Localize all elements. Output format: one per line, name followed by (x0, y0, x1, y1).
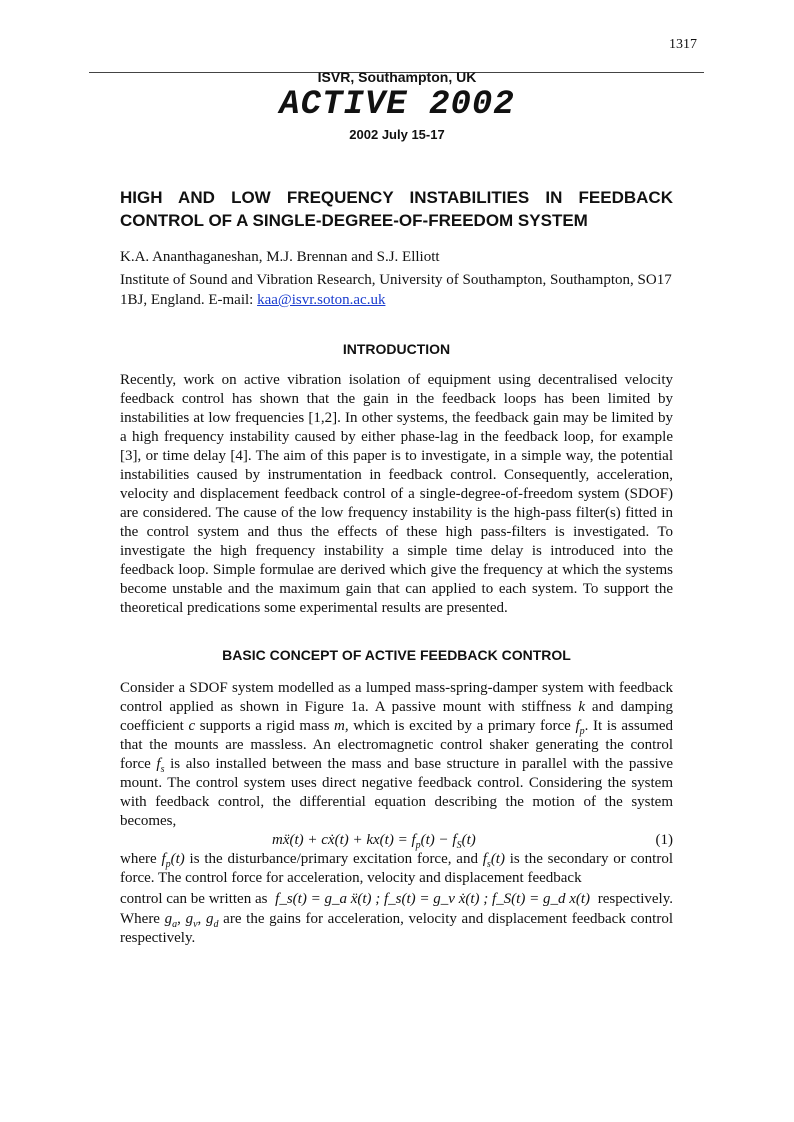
email-link[interactable]: kaa@isvr.soton.ac.uk (257, 292, 386, 308)
introduction-paragraph: Recently, work on active vibration isolation of equipment using decentralised velocity feedback control has shown that the gain in the feedback loops has been limited by instabilities at low frequencies [1,2]. In other systems, the feedback gain may be limited by a high frequency instability caused by either phase-lag in the feedback loop, for example [3], or time delay [4]. The aim of this paper is to investigate, in a simple way, the potential instabilities caused by instrumentation in feedback control. Consequently, acceleration, velocity and displacement feedback control of a single-degree-of-freedom system (SDOF) are considered. The cause of the low frequency instability is the high-pass filter(s) fitted in the control system and thus the effects of these high pass-filters is investigated. To investigate the high frequency instability a simple time delay is introduced into the feedback loop. Simple formulae are derived which give the frequency at which the systems become unstable and the maximum gain that can applied to each system. To support the theoretical predications some experimental results are presented. (120, 372, 673, 616)
control-law-tail: respectively. (597, 891, 673, 907)
control-law-lead: control can be written as (120, 891, 268, 907)
control-force-paragraph: where $f_p(t)$ is the disturbance/primary excitation force, and $f_s(t)$ is the secondary or control force. The control force for acceleration, velocity and displacement feedback (120, 851, 674, 886)
paper-title: HIGH AND LOW FREQUENCY INSTABILITIES IN FEEDBACK CONTROL OF A SINGLE-DEGREE-OF-FREEDOM SYSTEM (120, 188, 673, 230)
basic-concept-paragraph: Consider a SDOF system modelled as a lumped mass-spring-damper system with feedback control applied as shown in Figure 1a. A passive mount with stiffness k and damping coefficient c supports a rigid mass m, which is excited by a primary force $f_p$. It is assumed that the mounts are massless. An electromagnetic control shaker generating the control force $f_s$ is also installed between the mass and base structure in parallel with the passive mount. The control system uses direct negative feedback control. Considering the system with feedback control, the differential equation describing the motion of the system becomes, (120, 680, 674, 829)
gains-paragraph: Where $g_a$, $g_v$, $g_d$ are the gains for acceleration, velocity and displacement feedback control respectively. (120, 911, 674, 946)
conference-date: 2002 July 15-17 (349, 127, 445, 142)
section-heading-introduction: INTRODUCTION (342, 341, 451, 357)
authors: K.A. Ananthaganeshan, M.J. Brennan and S.J. Elliott (120, 249, 440, 265)
affiliation (120, 270, 673, 310)
equation-1 (120, 831, 673, 850)
page-number: 1317 (669, 37, 697, 52)
conference-location: ISVR, Southampton, UK (317, 69, 477, 85)
equation-body: mẍ(t) + cẋ(t) + $kx(t) = f_p(t) - f_S(t)$ (272, 832, 476, 851)
section-heading-basic-concept: BASIC CONCEPT OF ACTIVE FEEDBACK CONTROL (222, 647, 571, 663)
conference-name: ACTIVE 2002 (279, 86, 515, 124)
control-law-formulas: f_s(t) = g_a ẍ(t) ; f_s(t) = g_v ẋ(t) ; f_S(t) = g_d x(t) (275, 891, 591, 907)
equation-number: (1) (655, 832, 673, 848)
control-law-line (120, 888, 673, 910)
affiliation-text: Institute of Sound and Vibration Research, University of Southampton, Southampton, SO17 1BJ, England. E-mail: (120, 272, 672, 308)
paper-body (120, 186, 673, 948)
